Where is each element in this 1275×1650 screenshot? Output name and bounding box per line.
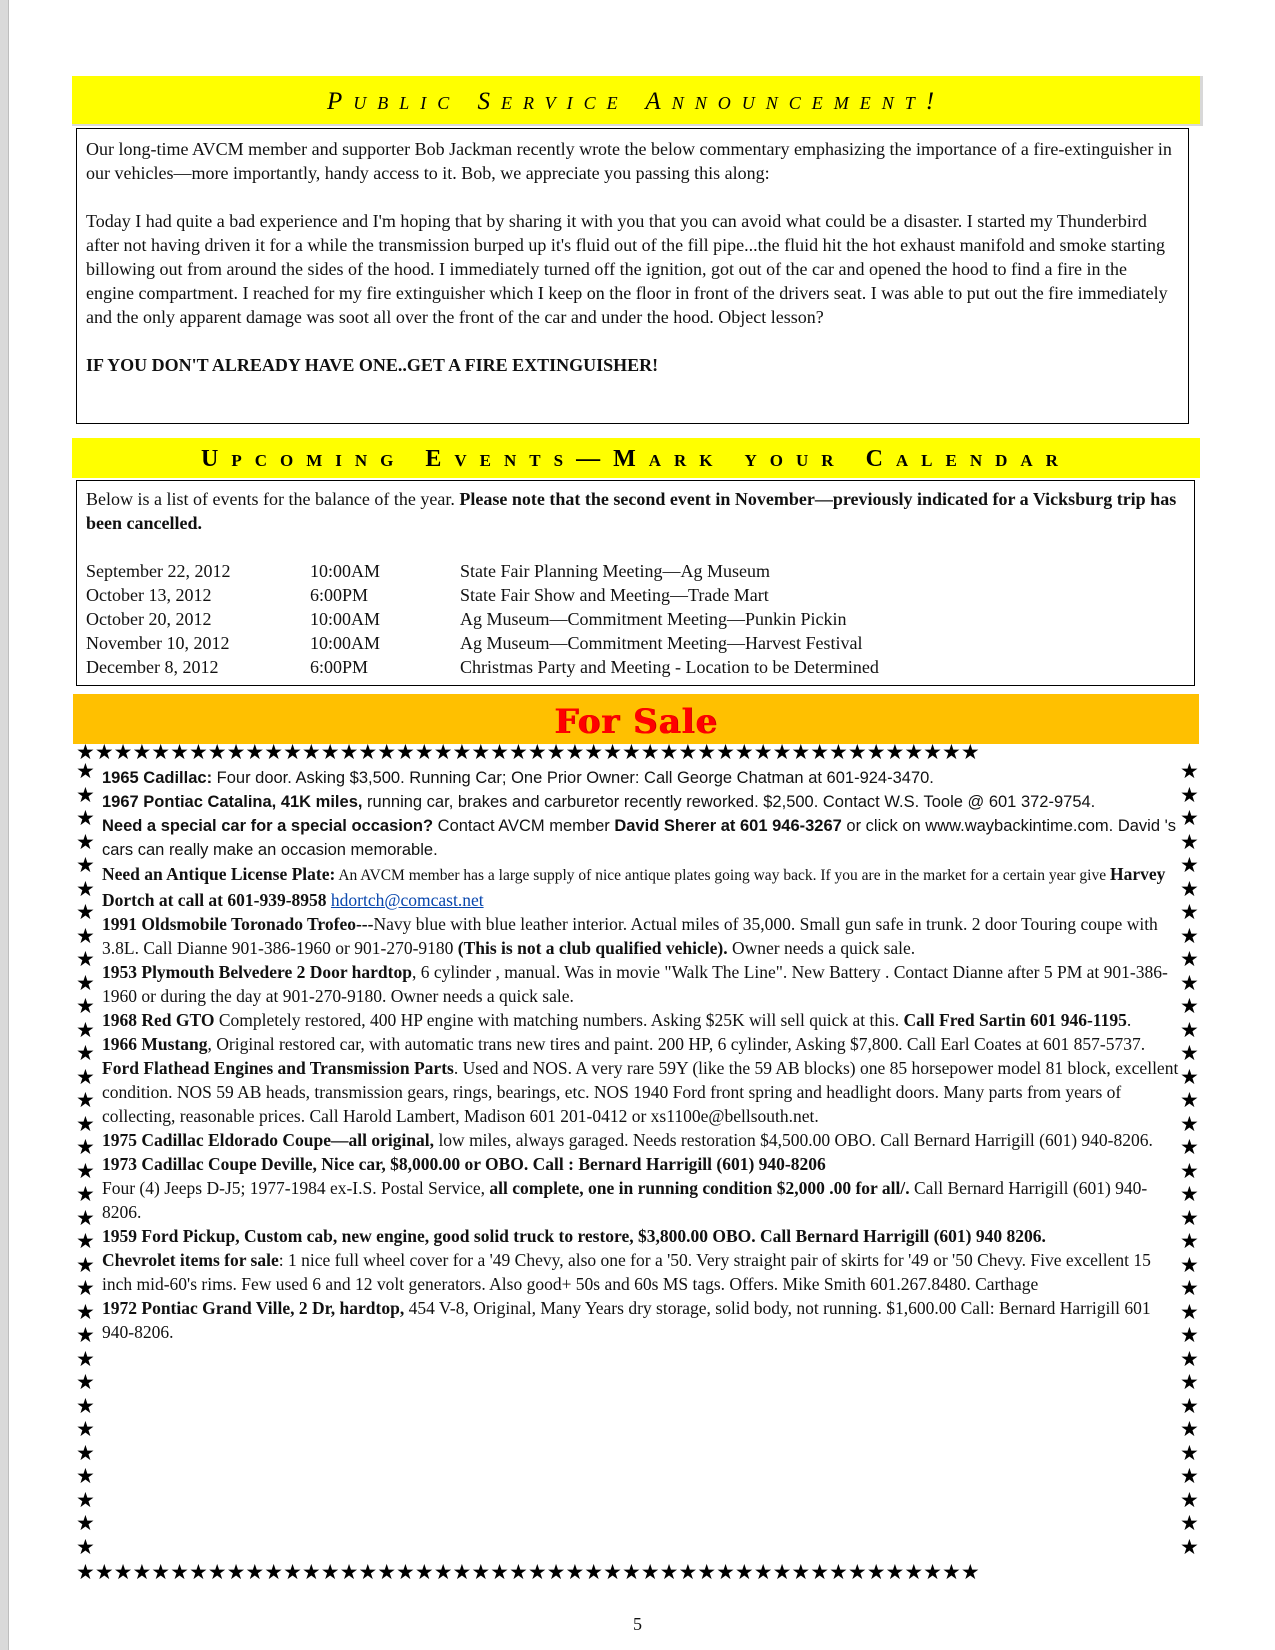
event-row [86,655,1185,679]
events-intro [86,487,1185,535]
sale-item [102,862,1182,912]
sale-item-heading: 1965 Cadillac: [102,769,213,787]
forsale-banner [73,694,1199,744]
sale-item-text: Contact AVCM member [433,817,615,835]
sale-item-heading: 1953 Plymouth Belvedere 2 Door hardtop [102,962,412,982]
sale-item-heading: 1968 Red GTO [102,1010,215,1030]
sale-item-heading: Need a special car for a special occasion? [102,817,434,835]
event-row [86,583,1185,607]
events-banner [72,438,1200,478]
sale-item-text: low miles, always garaged. Needs restoration $4,500.00 OBO. Call Bernard Harrigill (601) 940-8206. [434,1130,1153,1150]
events-intro-note: Please note that the second event in November—previously indicated for a Vicksburg trip has been cancelled. [86,489,1177,533]
event-row [86,631,1185,655]
psa-callout: IF YOU DON'T ALREADY HAVE ONE..GET A FIRE EXTINGUISHER! [86,355,659,375]
sale-item-text: An AVCM member has a large supply of nice antique plates going way back. If you are in the market for a certain year give [335,867,1110,884]
sale-item [102,1056,1182,1128]
sale-item-heading: Harvey Dortch at call at 601-939-8958 [102,864,1166,910]
event-desc: Ag Museum—Commitment Meeting—Punkin Pickin [460,609,847,629]
event-time: 10:00AM [310,561,381,581]
star-border-right: ★ ★ ★ ★ ★ ★ ★ ★ ★ ★ ★ ★ ★ ★ ★ ★ ★ ★ ★ ★ ★ ★ ★ ★ ★ ★ ★ ★ ★ ★ ★ ★ ★ ★ [1180,760,1199,1559]
sale-item-text: Navy blue with blue leather interior. Actual miles of 35,000. Small gun safe in trunk. 2 door Touring coupe with 3.8L. Call Dianne 901-386-1960 or 901-270-9180 [102,914,1158,958]
events-box [76,480,1195,686]
sale-item-text: or click on www.waybackintime.com. David 's cars can really make an occasion memorable. [102,817,1176,859]
email-link[interactable]: hdortch@comcast.net [330,890,484,910]
sale-item-heading: all complete, one in running condition $2,000 .00 for all/. [489,1178,910,1198]
event-desc: Christmas Party and Meeting - Location to be Determined [460,657,879,677]
sale-item-text: . [1126,1010,1132,1030]
event-date: September 22, 2012 [86,561,231,581]
sale-item-text: Owner needs a quick sale. [727,938,916,958]
sale-item [102,912,1182,960]
event-date: November 10, 2012 [86,633,230,653]
sale-item [102,1128,1182,1152]
event-time: 6:00PM [310,657,369,677]
event-date: December 8, 2012 [86,657,219,677]
sale-item-heading: Ford Flathead Engines and Transmission Parts [102,1058,454,1078]
star-border-left: ★ ★ ★ ★ ★ ★ ★ ★ ★ ★ ★ ★ ★ ★ ★ ★ ★ ★ ★ ★ ★ ★ ★ ★ ★ ★ ★ ★ ★ ★ ★ ★ ★ ★ [76,760,95,1559]
sale-item-text: , Original restored car, with automatic trans new tires and paint. 200 HP, 6 cylinder, Asking $7,800. Call Earl Coates at 601 857-5737. [207,1034,1146,1054]
page-edge [0,0,9,1650]
sale-item-heading: (This is not a club qualified vehicle). [457,938,728,958]
sale-item-heading: 1991 Oldsmobile Toronado Trofeo--- [102,914,374,934]
sale-item-heading: Chevrolet items for sale [102,1250,279,1270]
sale-item [102,1296,1182,1344]
sale-item-text: Four door. Asking $3,500. Running Car; One Prior Owner: Call George Chatman at 601-924-3470. [212,769,934,787]
page-number: 5 [633,1614,642,1634]
sale-item-text: Call Bernard Harrigill (601) 940-8206. [102,1178,1148,1222]
sale-item-text: : 1 nice full wheel cover for a '49 Chevy, also one for a '50. Very straight pair of skirts for '49 or '50 Chevy. Five excellent 15 inch mid-60's rims. Few used 6 and 12 volt generators. Also good+ 50s and 60s MS tags. Offers. Mike Smith 601.267.8480. Carthage [102,1250,1151,1294]
event-desc: State Fair Show and Meeting—Trade Mart [460,585,769,605]
event-time: 10:00AM [310,609,381,629]
sale-item-heading: 1959 Ford Pickup, Custom cab, new engine, good solid truck to restore, $3,800.00 OBO. Call Bernard Harrigill (601) 940 8206. [102,1226,1046,1246]
sale-item [102,1176,1182,1224]
sale-item-heading: 1973 Cadillac Coupe Deville, Nice car, $8,000.00 or OBO. Call : Bernard Harrigill (601) 940-8206 [102,1154,826,1174]
sale-item-text: Completely restored, 400 HP engine with matching numbers. Asking $25K will sell quick at this. [214,1010,904,1030]
sale-item-text: running car, brakes and carburetor recently reworked. $2,500. Contact W.S. Toole @ 601 372-9754. [362,793,1096,811]
forsale-title: For Sale [554,702,718,742]
sale-item-text: , 6 cylinder , manual. Was in movie "Walk The Line". New Battery . Contact Dianne after 5 PM at 901-386-1960 or during the day at 901-270-9180. Owner needs a quick sale. [102,962,1168,1006]
event-row [86,559,1185,583]
sale-item [102,1008,1182,1032]
event-time: 6:00PM [310,585,369,605]
sale-item [102,814,1182,862]
star-border-bottom: ★★★★★★★★★★★★★★★★★★★★★★★★★★★★★★★★★★★★★★★★★★★★★★★★ [76,1560,980,1584]
sale-item [102,766,1182,790]
event-date: October 20, 2012 [86,609,212,629]
sale-item-heading: 1967 Pontiac Catalina, 41K miles, [102,793,363,811]
event-row [86,607,1185,631]
psa-title: Public Service Announcement! [326,88,946,115]
sale-item [102,1152,1182,1176]
psa-box [76,128,1189,424]
sale-item-heading: 1972 Pontiac Grand Ville, 2 Dr, hardtop, [102,1298,405,1318]
psa-story: Today I had quite a bad experience and I'm hoping that by sharing it with you that you can avoid what could be a disaster. I started my Thunderbird after not having driven it for a while the transmission burped up it's fluid out of the fill pipe...the fluid hit the hot exhaust manifold and smoke starting billowing out from around the sides of the hood. I immediately turned off the ignition, got out of the car and opened the hood to find a fire in the engine compartment. I reached for my fire extinguisher which I keep on the floor in front of the drivers seat. I was able to put out the fire immediately and the only apparent damage was soot all over the front of the car and under the hood. Object lesson? [86,211,1168,327]
psa-banner [72,76,1203,126]
event-desc: State Fair Planning Meeting—Ag Museum [460,561,770,581]
sale-item [102,1248,1182,1296]
sale-item-heading: 1966 Mustang [102,1034,208,1054]
events-title: Upcoming Events—Mark your Calendar [201,446,1071,472]
star-border-top: ★★★★★★★★★★★★★★★★★★★★★★★★★★★★★★★★★★★★★★★★★★★★★★★★ [76,740,980,764]
sale-item [102,1224,1182,1248]
events-intro-text: Below is a list of events for the balance of the year. [86,489,460,509]
sale-item-heading: 1975 Cadillac Eldorado Coupe—all original, [102,1130,435,1150]
event-date: October 13, 2012 [86,585,212,605]
sale-item-heading: Need an Antique License Plate: [102,864,336,884]
event-desc: Ag Museum—Commitment Meeting—Harvest Festival [460,633,863,653]
sale-item [102,960,1182,1008]
sale-item-heading: David Sherer at 601 946-3267 [614,817,842,835]
events-list [86,559,1185,679]
psa-intro: Our long-time AVCM member and supporter Bob Jackman recently wrote the below commentary emphasizing the importance of a fire-extinguisher in our vehicles—more importantly, handy access to it. Bob, we appreciate you passing this along: [86,139,1172,183]
for-sale-list [102,766,1182,1344]
sale-item-text: Four (4) Jeeps D-J5; 1977-1984 ex-I.S. Postal Service, [102,1178,490,1198]
sale-item-text: . Used and NOS. A very rare 59Y (like the 59 AB blocks) one 85 horsepower model 81 block, excellent condition. NOS 59 AB heads, transmission gears, rings, bearings, etc. NOS 1940 Ford front spring and headlight doors. Many parts from years of collecting, reasonable prices. Call Harold Lambert, Madison 601 201-0412 or xs1100e@bellsouth.net. [102,1058,1179,1126]
event-time: 10:00AM [310,633,381,653]
sale-item [102,1032,1182,1056]
sale-item-text: 454 V-8, Original, Many Years dry storage, solid body, not running. $1,600.00 Call: Bernard Harrigill 601 940-8206. [102,1298,1151,1342]
sale-item [102,790,1182,814]
sale-item-heading: Call Fred Sartin 601 946-1195 [903,1010,1127,1030]
